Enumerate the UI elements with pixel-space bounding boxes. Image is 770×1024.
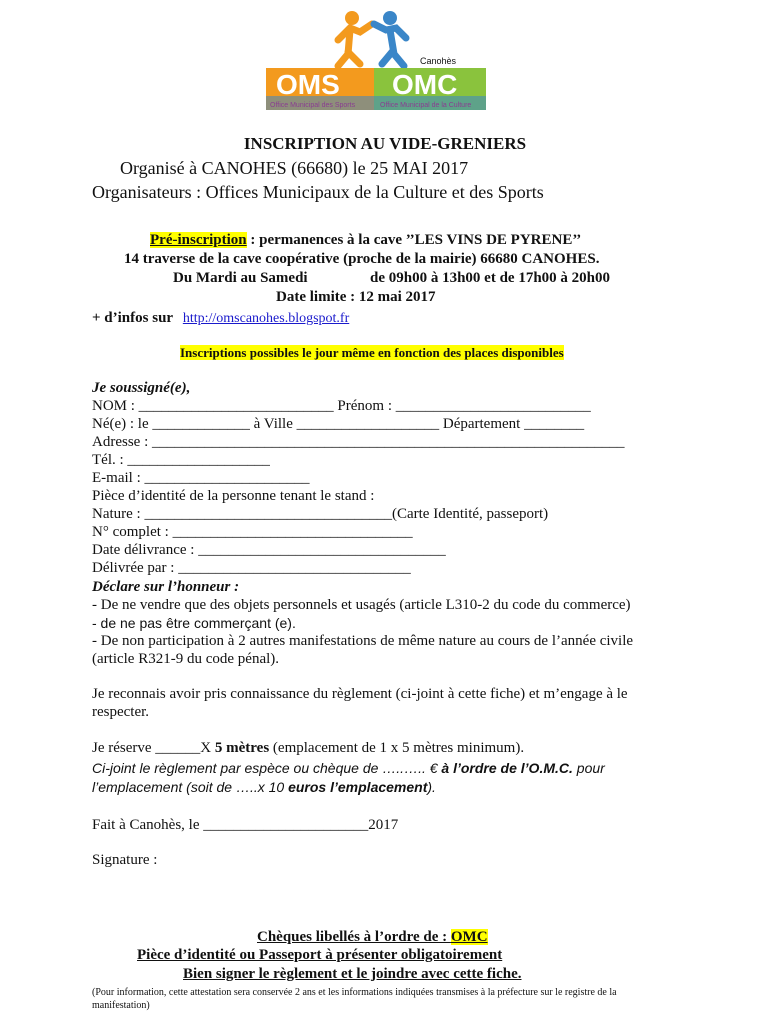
date-delivrance-field[interactable]: Date délivrance : _________________________________ (92, 542, 446, 558)
naissance-field[interactable]: Né(e) : le _____________ à Ville ___________________ Département ________ (92, 416, 585, 432)
cheques-line (257, 929, 488, 946)
organisers: Organisateurs : Offices Municipaux de la Culture et des Sports (92, 182, 544, 202)
declaration-item-3b: (article R321-9 du code pénal). (92, 651, 280, 667)
preinscription-line (150, 232, 581, 249)
payment-2a: l’emplacement (soit de …..x 10 (92, 779, 289, 795)
reglement-line-2: respecter. (92, 704, 150, 720)
declaration-item-3: - De non participation à 2 autres manifestations de même nature au cours de l’année civile (92, 633, 634, 649)
fait-a-field[interactable]: Fait à Canohès, le ______________________2017 (92, 817, 399, 833)
blog-link[interactable]: http://omscanohes.blogspot.fr (182, 311, 350, 326)
delivree-par-field[interactable]: Délivrée par : _______________________________ (92, 560, 411, 576)
same-day-notice (180, 345, 564, 361)
infos-label: + d’infos sur (92, 310, 174, 326)
reservation-line (92, 740, 524, 757)
footnote-line-1: (Pour information, cette attestation sera conservée 2 ans et les informations indiquées transmises à la préfecture sur le registre de la (92, 987, 617, 998)
declaration-item-1: - De ne vendre que des objets personnels et usagés (article L310-2 du code du commerce) (92, 597, 631, 613)
payment-line-1 (92, 760, 605, 776)
payment-line-2 (92, 779, 436, 795)
declaration-item-2: - de ne pas être commerçant (e). (92, 615, 296, 631)
email-field[interactable]: E-mail : ______________________ (92, 470, 310, 486)
preinscription-label: Pré-inscription (150, 232, 247, 248)
payment-2c: ). (427, 779, 436, 795)
signer-reglement: Bien signer le règlement et le joindre avec cette fiche. (183, 966, 522, 982)
deadline: Date limite : 12 mai 2017 (276, 289, 436, 305)
piece-obligatoire: Pièce d’identité ou Passeport à présenter obligatoirement (137, 947, 503, 963)
cheques-text: Chèques libellés à l’ordre de : (257, 929, 451, 945)
cheques-omc: OMC (450, 929, 488, 945)
logo-omc: OMC (392, 69, 458, 100)
nom-prenom-field[interactable]: NOM : __________________________ Prénom : __________________________ (92, 398, 591, 414)
oms-omc-logo (262, 6, 490, 118)
declaration-heading: Déclare sur l’honneur : (92, 579, 240, 595)
logo-omc-caption: Office Municipal de la Culture (380, 102, 472, 109)
document-title: INSCRIPTION AU VIDE-GRENIERS (243, 134, 527, 153)
logo-graphic (262, 6, 490, 118)
footnote-line-2: manifestation) (92, 1000, 150, 1011)
payment-1b: à l’ordre de l’O.M.C. (441, 760, 573, 776)
reservation-prefix: Je réserve ______X (92, 740, 215, 756)
soussigne: Je soussigné(e), (92, 380, 191, 396)
payment-1c: pour (572, 760, 605, 776)
preinscription-cave: : permanences à la cave ’’LES VINS DE PYRENE’’ (246, 232, 582, 248)
tel-field[interactable]: Tél. : ___________________ (92, 452, 270, 468)
infos-line (92, 310, 349, 327)
event-date-location: Organisé à CANOHES (66680) le 25 MAI 2017 (120, 158, 469, 178)
numero-field[interactable]: N° complet : ________________________________ (92, 524, 413, 540)
logo-oms: OMS (276, 69, 340, 100)
piece-identite-label: Pièce d’identité de la personne tenant le stand : (92, 488, 375, 504)
payment-2b: euros l’emplacement (288, 779, 428, 795)
preinscription-hours: de 09h00 à 13h00 et de 17h00 à 20h00 (370, 270, 611, 286)
same-day-text: Inscriptions possibles le jour même en fonction des places disponibles (180, 345, 564, 360)
logo-oms-caption: Office Municipal des Sports (270, 102, 356, 109)
reservation-size: 5 mètres (214, 740, 270, 756)
logo-town: Canohès (420, 56, 457, 66)
preinscription-days: Du Mardi au Samedi (173, 270, 308, 286)
nature-field[interactable]: Nature : _________________________________(Carte Identité, passeport) (92, 506, 549, 522)
reglement-line-1: Je reconnais avoir pris connaissance du règlement (ci-joint à cette fiche) et m’engage à le (92, 686, 628, 702)
payment-1a: Ci-joint le règlement par espèce ou chèque de …..….. € (92, 760, 442, 776)
preinscription-address: 14 traverse de la cave coopérative (proche de la mairie) 66680 CANOHES. (124, 251, 600, 267)
signature-field[interactable]: Signature : (92, 852, 158, 868)
reservation-suffix: (emplacement de 1 x 5 mètres minimum). (269, 740, 525, 756)
adresse-field[interactable]: Adresse : _______________________________________________________________ (92, 434, 625, 450)
